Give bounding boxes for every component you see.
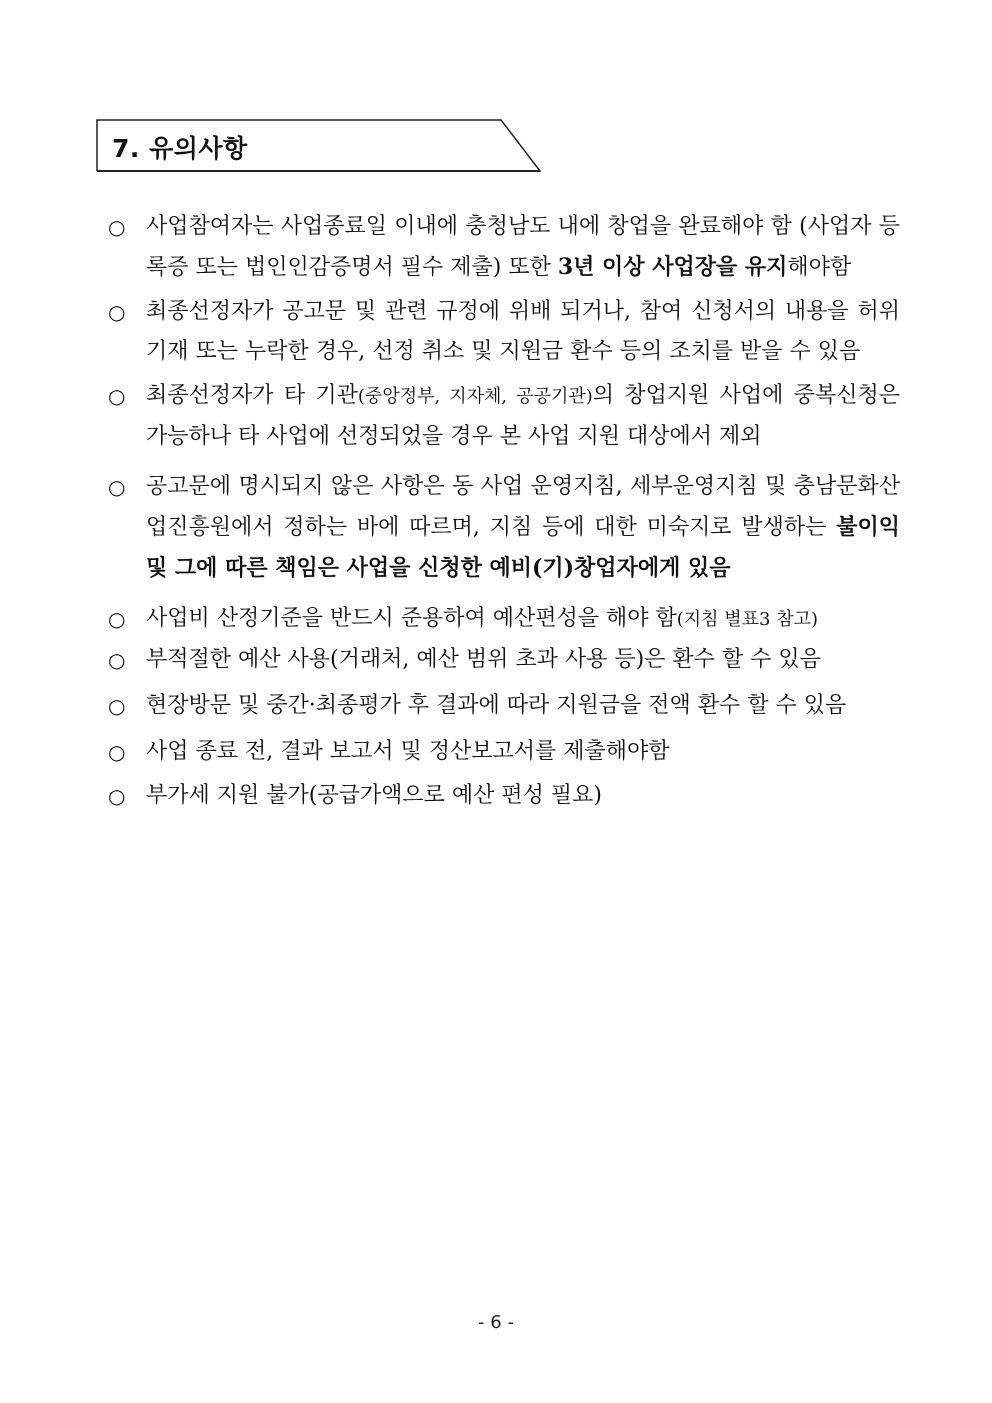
notice-text: 의 창업지원 사업에 중복신청은 가능하나 타 사업에 선정되었을 경우 본 사업 지원 대상에서 제외 [146, 383, 900, 449]
notice-item-7 [104, 686, 900, 726]
section-title: 7. 유의사항 [112, 134, 248, 163]
bullet-icon: ○ [108, 694, 126, 718]
notice-text: 현장방문 및 중간·최종평가 후 결과에 따라 지원금을 전액 환수 할 수 있음 [146, 693, 847, 718]
notice-text: 해야함 [787, 255, 852, 280]
notice-text: 부적절한 예산 사용(거래처, 예산 범위 초과 사용 등)은 환수 할 수 있음 [146, 647, 821, 672]
page-number: - 6 - [478, 1312, 514, 1333]
bullet-icon: ○ [108, 300, 126, 324]
notice-item-8 [104, 732, 900, 772]
notice-text: 최종선정자가 공고문 및 관련 규정에 위배 되거나, 참여 신청서의 내용을 허위 기재 또는 누락한 경우, 선정 취소 및 지원금 환수 등의 조치를 받을 수 있음 [146, 299, 900, 364]
bullet-icon: ○ [108, 784, 126, 808]
notice-text: 사업 종료 전, 결과 보고서 및 정산보고서를 제출해야함 [146, 739, 670, 764]
notice-parenthetical: (중앙정부, 지자체, 공공기관) [357, 386, 593, 407]
notice-text: 사업비 산정기준을 반드시 준용하여 예산편성을 해야 함 [146, 606, 677, 631]
section-header [96, 119, 542, 172]
notice-parenthetical: (지침 별표3 참고) [676, 609, 819, 630]
notice-item-2 [104, 292, 900, 372]
notice-item-1 [104, 207, 900, 288]
bullet-icon: ○ [108, 475, 126, 499]
notice-text: 최종선정자가 타 기관 [146, 383, 358, 408]
bullet-icon: ○ [108, 215, 126, 239]
bullet-icon: ○ [108, 607, 126, 631]
notice-item-6 [104, 640, 900, 680]
notice-item-5 [104, 599, 900, 640]
notice-item-9 [104, 776, 900, 816]
notice-list [104, 207, 900, 816]
notice-emphasis: 불이익 및 그에 따른 책임은 사업을 신청한 예비(기)창업자에게 있음 [146, 514, 900, 581]
bullet-icon: ○ [108, 648, 126, 672]
notice-text: 부가세 지원 불가(공급가액으로 예산 편성 필요) [146, 783, 602, 808]
notice-item-4 [104, 467, 900, 589]
bullet-icon: ○ [108, 384, 126, 408]
notice-emphasis: 3년 이상 사업장을 유지 [557, 254, 788, 280]
notice-item-3 [104, 376, 900, 457]
notice-text: 사업참여자는 사업종료일 이내에 충청남도 내에 창업을 완료해야 함 (사업자 등록증 또는 법인인감증명서 필수 제출) 또한 [146, 214, 900, 280]
notice-text: 공고문에 명시되지 않은 사항은 동 사업 운영지침, 세부운영지침 및 충남문화산업진흥원에서 정하는 바에 따르며, 지침 등에 대한 미숙지로 발생하는 [146, 474, 900, 540]
bullet-icon: ○ [108, 740, 126, 764]
